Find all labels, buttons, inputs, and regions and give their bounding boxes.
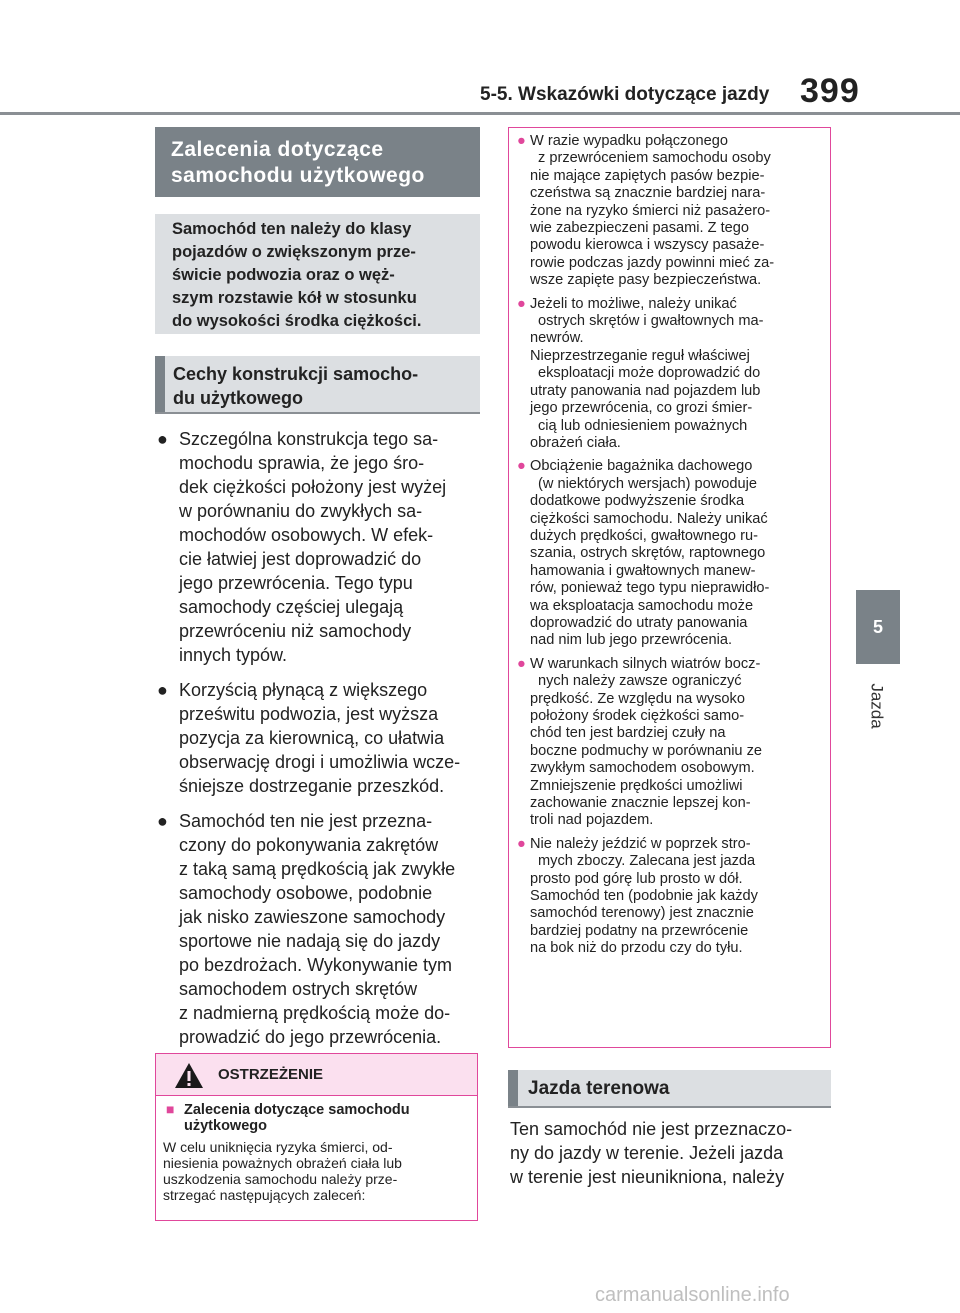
chapter-number: 5 [872, 616, 883, 637]
bullet-line: innych typów. [179, 645, 288, 665]
bullet-line: pozycja za kierownicą, co ułatwia [179, 728, 445, 748]
bullet-line: newrów. [530, 330, 584, 347]
bullet-line: hamowania i gwałtownych manew- [530, 562, 756, 579]
bullet-line: boczne podmuchy w porównaniu ze [530, 742, 763, 759]
bullet-line: (w niektórych wersjach) powoduje [538, 475, 757, 492]
bullet-line: zwykłym samochodem osobowym. [530, 760, 755, 777]
heading-features-line: du użytkowego [173, 388, 303, 408]
bullet-line: cią lub odniesieniem poważnych [538, 417, 748, 434]
bullet-line: Nie należy jeździć w poprzek stro- [530, 835, 751, 852]
bullet-line: Obciążenie bagażnika dachowego [530, 458, 753, 475]
offroad-line: w terenie jest nieunikniona, należy [510, 1167, 785, 1187]
bullet-line: prosto pod górę lub prosto w dół. [530, 870, 743, 887]
bullet-line: po bezdrożach. Wykonywanie tym [179, 955, 452, 975]
bullet-line: położony środek ciężkości samo- [530, 708, 745, 724]
bullet-line: rów, ponieważ tego typu nieprawidło- [530, 580, 770, 597]
warning-box [155, 1053, 478, 1221]
warning-title: OSTRZEŻENIE [218, 1066, 324, 1083]
bullet-line: samochód terenowy) jest znacznie [530, 905, 754, 922]
warning-body-line: uszkodzenia samochodu należy prze- [163, 1171, 398, 1187]
bullet-line: ciężkości samochodu. Należy unikać [530, 510, 768, 527]
list-item [517, 656, 832, 830]
bullet-line: obserwację drogi i umożliwia wcze- [179, 752, 461, 772]
bullet-line: czony do pokonywania zakrętów [179, 835, 439, 855]
heading-features-line: Cechy konstrukcji samocho- [173, 364, 419, 384]
warning-subtitle [156, 1096, 477, 1134]
bullet-line: jego przewrócenia. Tego typu [179, 573, 413, 593]
bullet-line: czeństwa są znacznie bardziej nara- [530, 185, 766, 202]
offroad-paragraph [510, 1117, 835, 1189]
bullet-line: prędkość. Ze względu na wysoko [530, 690, 745, 707]
bullet-line: samochodem ostrych skrętów [179, 979, 418, 999]
bullet-line: prowadzić do jego przewrócenia. [179, 1027, 442, 1047]
bullet-dot-icon: ● [157, 680, 168, 700]
warning-triangle-icon [174, 1062, 204, 1089]
bullet-dot-icon: ● [517, 835, 526, 852]
bullet-line: rowie podczas jazdy powinni mieć za- [530, 254, 775, 271]
bullet-dot-icon: ● [517, 458, 526, 475]
offroad-line: Ten samochód nie jest przeznaczo- [510, 1119, 793, 1139]
watermark: carmanualsonline.info [595, 1284, 790, 1306]
bullet-line: dek ciężkości położony jest wyżej [179, 477, 447, 497]
bullet-line: zachowanie znacznie lepszej kon- [530, 795, 751, 812]
bullet-line: samochody częściej ulegają [179, 597, 404, 617]
intro-line: Samochód ten należy do klasy [172, 220, 412, 238]
bullet-dot-icon: ● [517, 295, 526, 312]
warning-body [156, 1134, 477, 1203]
list-item [157, 678, 487, 798]
bullet-line: Samochód ten nie jest przezna- [179, 811, 433, 831]
bullet-line: śniejsze dostrzeganie przeszkód. [179, 776, 445, 796]
page-number: 399 [800, 72, 860, 110]
bullet-line: szania, ostrych skrętów, raptownego [530, 545, 766, 562]
bullet-line: troli nad pojazdem. [530, 812, 654, 829]
chapter-tab [856, 590, 900, 664]
left-bullet-list [157, 427, 487, 1049]
bullet-line: W warunkach silnych wiatrów bocz- [530, 655, 761, 672]
bullet-line: mych zboczy. Zalecana jest jazda [538, 853, 756, 870]
bullet-line: żone na ryzyko śmierci niż pasażero- [530, 202, 771, 219]
bullet-line: W razie wypadku połączonego [530, 133, 728, 149]
bullet-line: z przewróceniem samochodu osoby [538, 150, 771, 167]
square-bullet-icon: ■ [166, 1101, 175, 1117]
bullet-line: chód ten jest bardziej czuły na [530, 725, 726, 742]
bullet-line: prześwitu podwozia, jest wyższa [179, 704, 439, 724]
bullet-line: wsze zapięte pasy bezpieczeństwa. [530, 272, 762, 289]
bullet-line: nad nim lub jego przewrócenia. [530, 632, 732, 649]
bullet-line: powodu kierowca i wszyscy pasaże- [530, 237, 765, 254]
bullet-line: samochody osobowe, podobnie [179, 883, 433, 903]
bullet-dot-icon: ● [517, 133, 526, 149]
bullet-line: ostrych skrętów i gwałtownych ma- [538, 313, 764, 330]
list-item [517, 458, 832, 649]
bullet-line: z taką samą prędkością jak zwykłe [179, 859, 456, 879]
bullet-line: jego przewrócenia, co grozi śmier- [530, 400, 753, 417]
warning-body-line: strzegać następujących zaleceń: [163, 1187, 366, 1203]
bullet-line: obrażeń ciała. [530, 434, 621, 451]
bullet-line: Szczególna konstrukcja tego sa- [179, 429, 439, 449]
bullet-line: mochodu sprawia, że jego śro- [179, 453, 425, 473]
bullet-line: wa eksploatacja samochodu może [530, 597, 754, 614]
bullet-line: Jeżeli to możliwe, należy unikać [530, 295, 737, 312]
bullet-line: jak nisko zawieszone samochody [179, 907, 446, 927]
bullet-line: dodatkowe podwyższenie środka [530, 493, 745, 510]
list-item [517, 296, 832, 453]
heading-features [155, 356, 480, 414]
bullet-line: Korzyścią płynącą z większego [179, 680, 428, 700]
warning-body-line: niesienia poważnych obrażeń ciała lub [163, 1155, 402, 1171]
bullet-line: wie zabezpieczeni pasami. Z tego [530, 220, 750, 237]
bullet-line: cie łatwiej jest doprowadzić do [179, 549, 422, 569]
bullet-dot-icon: ● [157, 811, 168, 831]
right-caution-box [508, 127, 831, 1048]
chapter-label: Jazda [868, 683, 887, 729]
heading-offroad [508, 1070, 831, 1108]
bullet-line: Samochód ten (podobnie jak każdy [530, 888, 758, 905]
bullet-line: bardziej podatny na przewrócenie [530, 922, 749, 939]
bullet-line: przewróceniu niż samochody [179, 621, 412, 641]
header-rule [0, 112, 960, 115]
section-title: 5-5. Wskazówki dotyczące jazdy [480, 84, 770, 105]
heading-main [155, 127, 480, 197]
intro-line: pojazdów o zwiększonym prze- [172, 243, 416, 261]
bullet-line: z nadmierną prędkością może do- [179, 1003, 451, 1023]
bullet-line: utraty panowania nad pojazdem lub [530, 382, 761, 399]
offroad-line: ny do jazdy w terenie. Jeżeli jazda [510, 1143, 784, 1163]
warning-header [156, 1054, 477, 1096]
bullet-line: na bok niż do przodu czy do tyłu. [530, 940, 743, 957]
bullet-line: dużych prędkości, gwałtownego ru- [530, 527, 758, 544]
list-item [157, 809, 487, 1049]
intro-box [155, 214, 480, 334]
warning-body-line: W celu uniknięcia ryzyka śmierci, od- [163, 1139, 393, 1155]
bullet-line: w porównaniu do zwykłych sa- [179, 501, 423, 521]
intro-line: świcie podwozia oraz o węż- [172, 266, 395, 284]
right-bullet-list [517, 133, 832, 958]
bullet-dot-icon: ● [517, 655, 526, 672]
bullet-dot-icon: ● [157, 429, 168, 449]
bullet-line: doprowadzić do utraty panowania [530, 614, 748, 631]
warning-subtitle-line: użytkowego [184, 1118, 267, 1134]
bullet-line: Nieprzestrzeganie reguł właściwej [530, 347, 750, 364]
bullet-line: Zmniejszenie prędkości umożliwi [530, 777, 743, 794]
bullet-line: nie mające zapiętych pasów bezpie- [530, 167, 765, 184]
list-item [517, 133, 832, 290]
heading-main-line: samochodu użytkowego [171, 164, 425, 187]
warning-subtitle-line: Zalecenia dotyczące samochodu [184, 1102, 410, 1118]
heading-main-line: Zalecenia dotyczące [171, 138, 384, 161]
bullet-line: nych należy zawsze ograniczyć [538, 673, 742, 690]
intro-line: do wysokości środka ciężkości. [172, 312, 422, 330]
intro-line: szym rozstawie kół w stosunku [172, 289, 417, 307]
bullet-line: mochodów osobowych. W efek- [179, 525, 434, 545]
heading-offroad-text: Jazda terenowa [528, 1078, 670, 1099]
bullet-line: eksploatacji może doprowadzić do [538, 365, 761, 382]
bullet-line: sportowe nie nadają się do jazdy [179, 931, 441, 951]
list-item [157, 427, 487, 667]
list-item [517, 836, 832, 958]
